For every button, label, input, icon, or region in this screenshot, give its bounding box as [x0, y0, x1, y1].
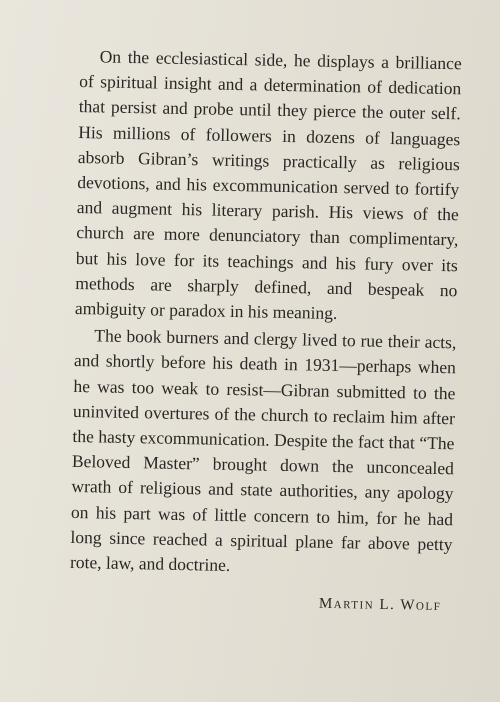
paragraph-ecclesiastical: On the ecclesiastical side, he displays a brilliance of spiritual insight and a determination of dedication that persist and probe until they pierce the outer self. His millions of followers in dozens of languages absorb Gibran’s writings practically as religious devotions, and his excommunication served to fortify and augment his literary parish. His views of the church are more denunciatory than complimentary, but his love for its teachings and his fury over its methods are sharply defined, and bespeak no ambiguity or paradox in his meaning. — [74, 46, 462, 324]
paragraph-book-burners: The book burners and clergy lived to rue their acts, and shortly before his death in 1931—perhaps when he was too weak to resist—Gibran submitted to the uninvited overtures of the church to reclaim him after the hasty excommunication. Despite the fact that “The Beloved Master” brought down the unconcealed wrath of religious and state authorities, any apology on his part was of little concern to him, for he had long since reached a spiritual plane far above petty rote, law, and doctrine. — [69, 325, 457, 576]
book-page — [69, 44, 462, 615]
author-signature: Martin L. Wolf — [318, 595, 442, 615]
